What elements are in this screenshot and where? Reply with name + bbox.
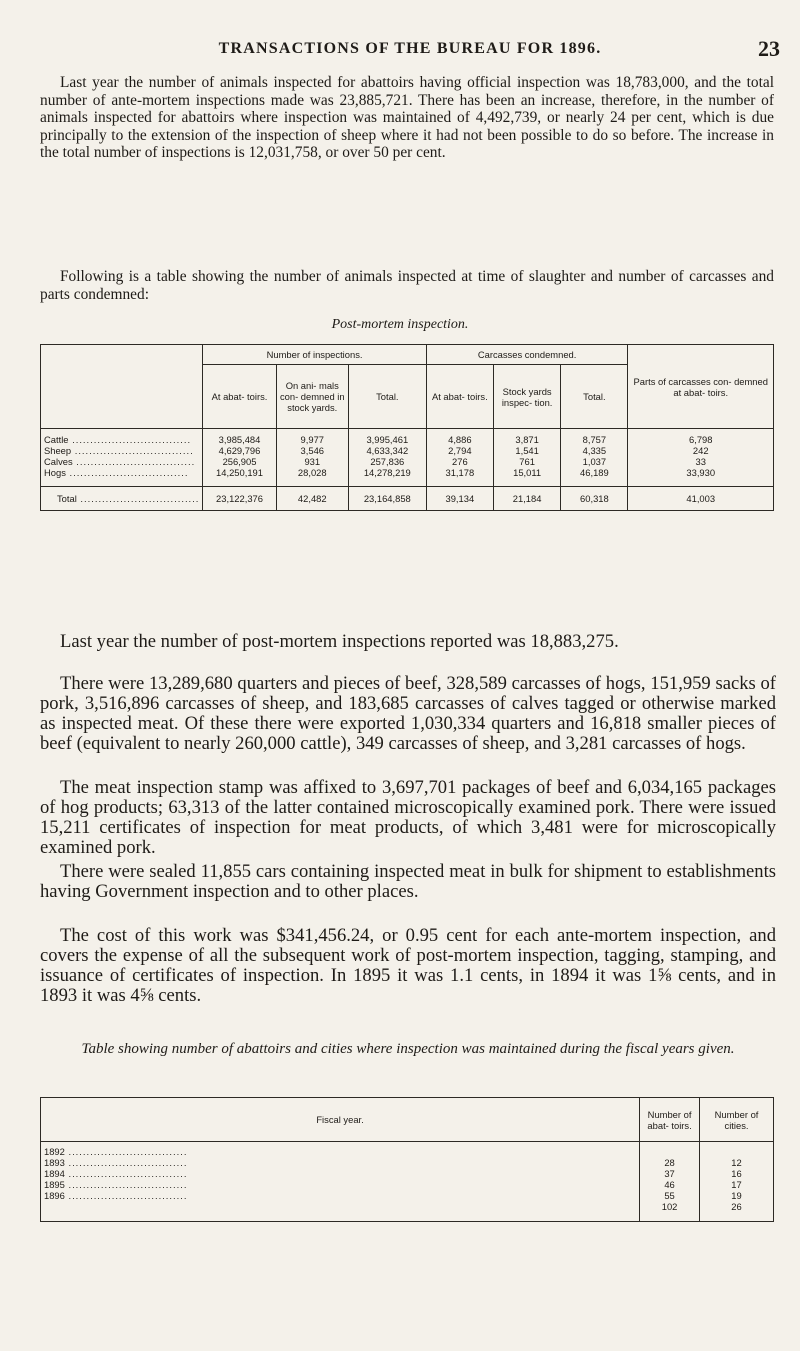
running-header — [40, 36, 780, 60]
cell: 37 — [664, 1168, 675, 1179]
cell: 3,871 — [515, 434, 539, 445]
cell: 761 — [519, 456, 535, 467]
cell: 28 — [664, 1157, 675, 1168]
row-label-hogs: Hogs ..... — [44, 467, 199, 478]
header-number-of-inspections: Number of inspections. — [203, 345, 426, 365]
total-cell: 21,184 — [493, 487, 560, 511]
row-label-calves: Calves ..... — [44, 456, 199, 467]
header-con-stock-yards: Stock yards inspec- tion. — [493, 365, 560, 429]
table1-corner — [41, 345, 203, 429]
paragraph-post-mortem: Last year the number of post-mortem inspections reported was 18,883,275. — [60, 631, 619, 652]
cell: 102 — [661, 1201, 678, 1212]
cell: 46 — [664, 1179, 675, 1190]
paragraph-intro: Last year the number of animals inspected for abattoirs having official inspection was 18,783,000, and the total number of ante-mortem inspections made was 23,885,721. There has been an increase, therefore, in the number of animals inspected for abattoirs where inspection was maintained of 4,492,739, or nearly 24 per cent, which is due principally to the extension of the inspection of sheep where it had not been possible to do so before. The increase in the total number of inspections is 12,031,758, or over 50 per cent. — [40, 74, 774, 162]
year-1892: 1892 ..... — [44, 1146, 636, 1157]
cell: 4,629,796 — [218, 445, 261, 456]
cell: 3,995,461 — [366, 434, 409, 445]
cell: 16 — [731, 1168, 742, 1179]
paragraph-cars: There were sealed 11,855 cars containing inspected meat in bulk for shipment to establishments having Government inspection and to other places. — [40, 861, 776, 902]
header-title: TRANSACTIONS OF THE BUREAU FOR 1896. — [218, 40, 602, 57]
cell: 3,546 — [300, 445, 324, 456]
cell: 31,178 — [445, 467, 475, 478]
cell: 3,985,484 — [218, 434, 261, 445]
header-parts-condemned: Parts of carcasses con- demned at abat- toirs. — [628, 345, 774, 429]
total-cell: 60,318 — [561, 487, 628, 511]
cell: 4,886 — [448, 434, 472, 445]
header-ins-total: Total. — [348, 365, 426, 429]
cell: 6,798 — [689, 434, 713, 445]
table1-body-row — [41, 429, 774, 487]
cell: 12 — [731, 1157, 742, 1168]
header-con-total: Total. — [561, 365, 628, 429]
header-fiscal-year: Fiscal year. — [41, 1098, 640, 1142]
header-cities: Number of cities. — [700, 1098, 774, 1142]
cell: 14,250,191 — [216, 467, 263, 478]
cell: 19 — [731, 1190, 742, 1201]
year-1894: 1894 ..... — [44, 1168, 636, 1179]
paragraph-quarters: There were 13,289,680 quarters and pieces of beef, 328,589 carcasses of hogs, 151,959 sacks of pork, 3,516,896 carcasses of sheep, and 183,685 carcasses of calves tagged or otherwise marked as inspected meat. Of these there were exported 1,030,334 quarters and 16,818 smaller pieces of beef (equivalent to nearly 260,000 cattle), 349 carcasses of sheep, and 3,281 carcasses of hogs. — [40, 673, 776, 754]
cell: 15,011 — [513, 467, 542, 478]
cell: 931 — [304, 456, 321, 467]
cell: 8,757 — [582, 434, 607, 445]
cell: 276 — [452, 456, 468, 467]
total-cell: 39,134 — [426, 487, 493, 511]
row-label-cattle: Cattle ..... — [44, 434, 199, 445]
cell: 55 — [664, 1190, 675, 1201]
total-cell: 41,003 — [628, 487, 774, 511]
table1-total-row — [41, 487, 774, 511]
total-label: Total ..... — [57, 493, 199, 504]
year-1893: 1893 ..... — [44, 1157, 636, 1168]
header-con-at-abattoirs: At abat- toirs. — [426, 365, 493, 429]
post-mortem-table — [40, 344, 774, 511]
cell: 257,836 — [370, 456, 405, 467]
table1-caption: Post-mortem inspection. — [331, 317, 469, 332]
cell: 4,633,342 — [366, 445, 409, 456]
header-carcasses-condemned: Carcasses condemned. — [426, 345, 628, 365]
total-cell: 42,482 — [276, 487, 348, 511]
cell: 242 — [692, 445, 709, 456]
year-1895: 1895 ..... — [44, 1179, 636, 1190]
cell: 14,278,219 — [363, 467, 411, 478]
cell: 46,189 — [580, 467, 609, 478]
header-ins-stock-yards: On ani- mals con- demned in stock yards. — [276, 365, 348, 429]
cell: 2,794 — [448, 445, 472, 456]
total-cell: 23,164,858 — [348, 487, 426, 511]
cell: 33 — [695, 456, 706, 467]
cell: 1,037 — [582, 456, 607, 467]
cell: 17 — [731, 1179, 742, 1190]
cell: 9,977 — [300, 434, 324, 445]
cell: 26 — [731, 1201, 742, 1212]
table2-body-row — [41, 1142, 774, 1222]
paragraph-stamp: The meat inspection stamp was affixed to 3,697,701 packages of beef and 6,034,165 packages of hog products; 63,313 of the latter contained microscopically examined pork. There were issued 15,211 certificates of inspection for meat products, of which 3,481 were for microscopically examined pork. — [40, 777, 776, 858]
year-1896: 1896 ..... — [44, 1190, 636, 1201]
header-ins-at-abattoirs: At abat- toirs. — [203, 365, 276, 429]
cell: 1,541 — [515, 445, 539, 456]
abattoirs-cities-table — [40, 1097, 774, 1222]
paragraph-cost: The cost of this work was $341,456.24, or 0.95 cent for each ante-mortem inspection, and covers the expense of all the subsequent work of post-mortem inspection, tagging, stamping, and issuance of certificates of inspection. In 1895 it was 1.1 cents, in 1894 it was 1⅝ cents, and in 1893 it was 4⅝ cents. — [40, 925, 776, 1006]
cell: 256,905 — [222, 456, 257, 467]
header-abattoirs: Number of abat- toirs. — [640, 1098, 700, 1142]
cell: 33,930 — [686, 467, 716, 478]
total-cell: 23,122,376 — [203, 487, 276, 511]
cell: 28,028 — [297, 467, 327, 478]
page-number: 23 — [758, 36, 780, 61]
cell: 4,335 — [582, 445, 607, 456]
row-label-sheep: Sheep ..... — [44, 445, 199, 456]
table2-caption: Table showing number of abattoirs and cities where inspection was maintained during the fiscal years given. — [81, 1041, 735, 1057]
paragraph-following: Following is a table showing the number of animals inspected at time of slaughter and number of carcasses and parts condemned: — [40, 268, 774, 303]
